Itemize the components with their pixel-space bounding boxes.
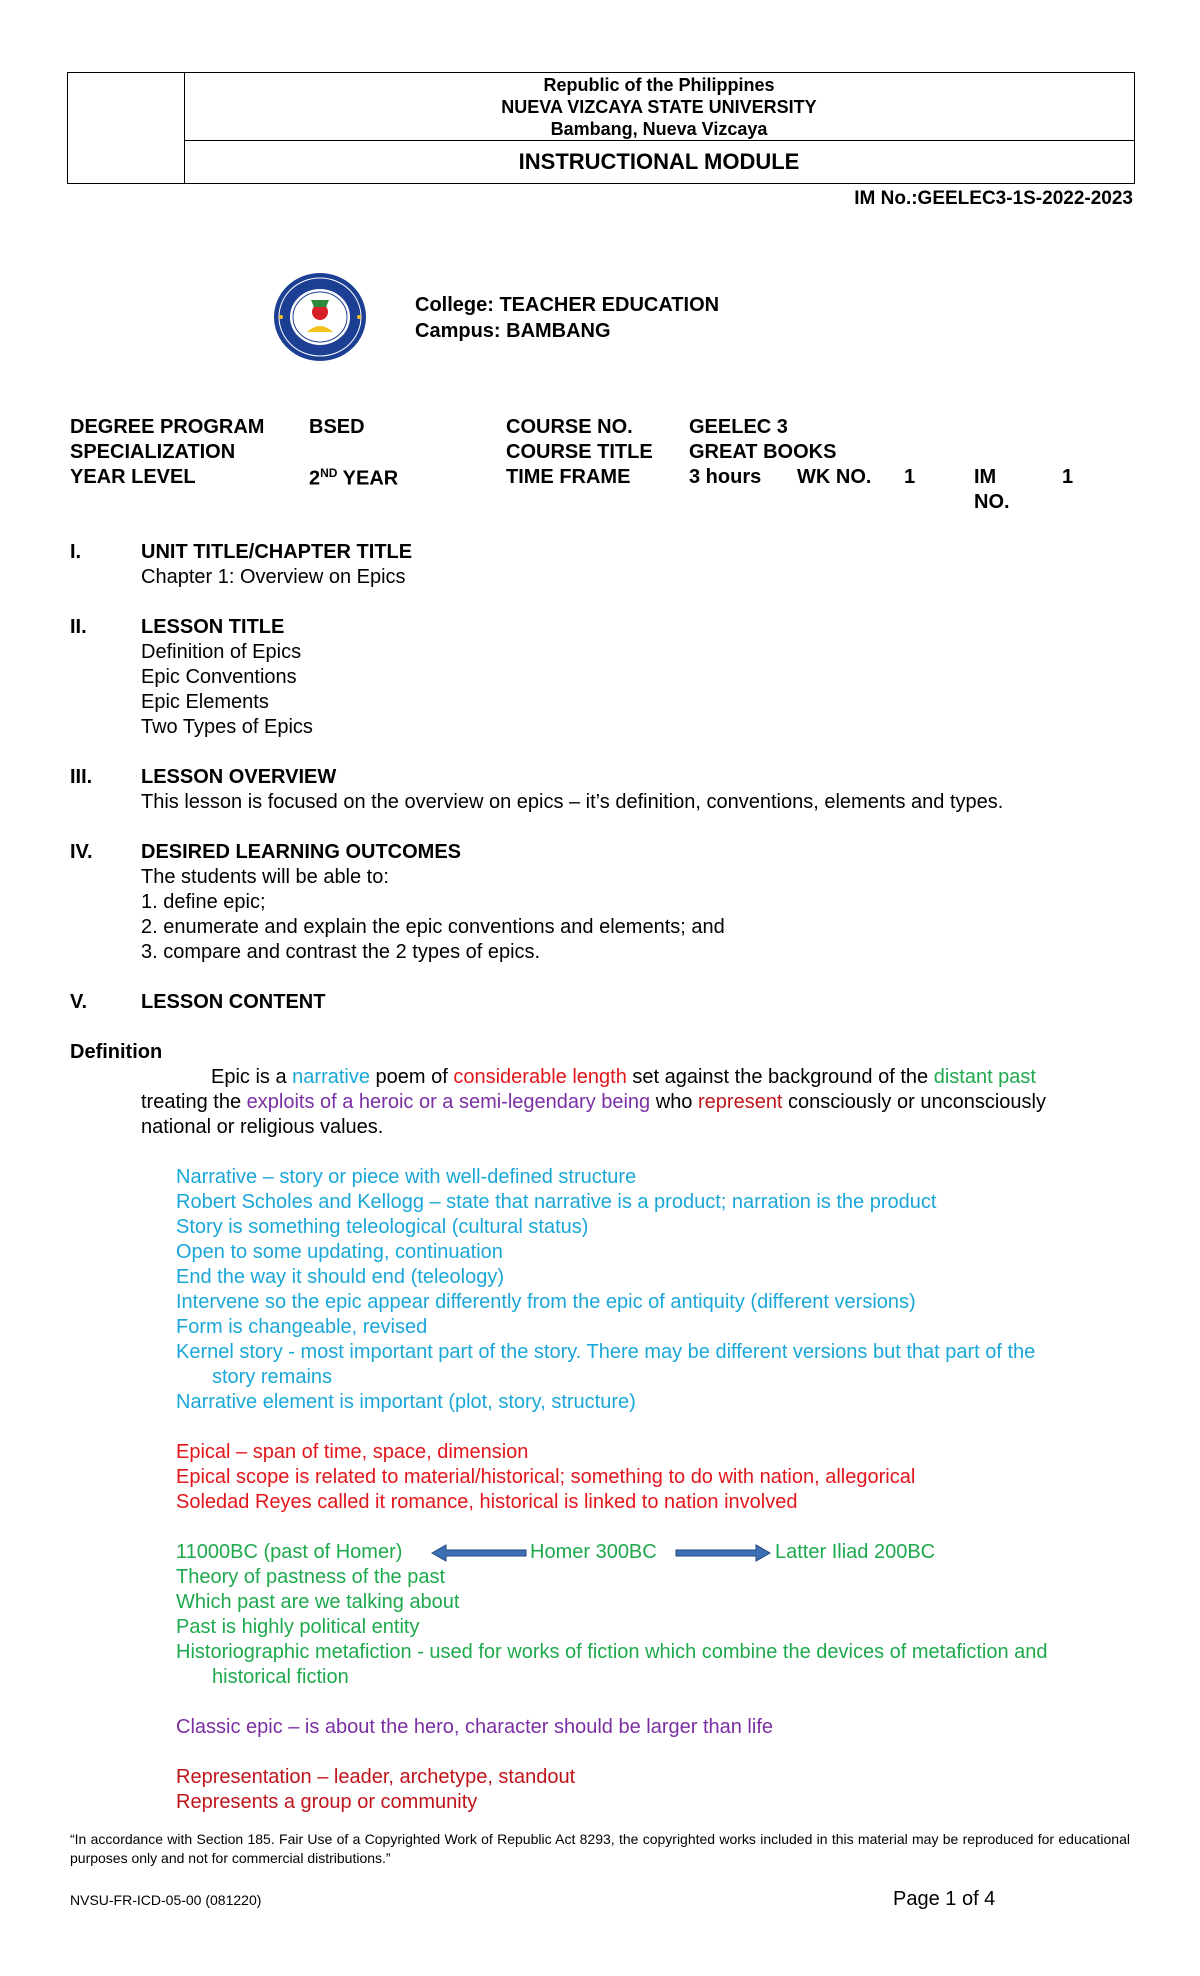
note-line: End the way it should end (teleology) <box>176 1266 504 1288</box>
definition-heading: Definition <box>70 1041 163 1063</box>
outcome-item: 2. enumerate and explain the epic conventions and elements; and <box>141 916 725 938</box>
timeline-past-of-homer: 11000BC (past of Homer) <box>176 1541 403 1563</box>
republic-line: Republic of the Philippines <box>543 75 775 95</box>
lesson-title-item: Definition of Epics <box>141 641 302 663</box>
week-no-label: WK NO. <box>797 466 872 488</box>
narrative-notes <box>176 1165 1136 1415</box>
course-title-value: GREAT BOOKS <box>689 441 837 463</box>
note-line: Historiographic metafiction - used for works of fiction which combine the devices of metafiction and <box>176 1641 1048 1663</box>
university-line: NUEVA VIZCAYA STATE UNIVERSITY <box>501 97 817 117</box>
definition-line-3: national or religious values. <box>141 1116 384 1138</box>
note-line: Theory of pastness of the past <box>176 1566 446 1588</box>
specialization-label: SPECIALIZATION <box>70 441 236 463</box>
right-arrow-icon <box>674 1544 772 1562</box>
course-no-label: COURSE NO. <box>506 416 633 438</box>
note-line: Epical – span of time, space, dimension <box>176 1441 529 1463</box>
im-no-label-1: IM <box>974 466 997 488</box>
lesson-title-item: Epic Conventions <box>141 666 297 688</box>
definition-paragraph <box>141 1065 1131 1140</box>
section-number: II. <box>70 616 87 638</box>
degree-label: DEGREE PROGRAM <box>70 416 265 438</box>
note-line: Open to some updating, continuation <box>176 1241 503 1263</box>
course-no-value: GEELEC 3 <box>689 416 788 438</box>
definition-line-2: treating the exploits of a heroic or a semi-legendary being who represent consciously or unconsciously <box>141 1091 1046 1113</box>
outcome-item: 1. define epic; <box>141 891 266 913</box>
left-arrow-icon <box>430 1544 530 1562</box>
time-frame-label: TIME FRAME <box>506 466 631 488</box>
note-line: Represents a group or community <box>176 1791 478 1813</box>
note-line: Narrative element is important (plot, story, structure) <box>176 1391 636 1413</box>
note-line: Representation – leader, archetype, standout <box>176 1766 576 1788</box>
lesson-title-item: Epic Elements <box>141 691 269 713</box>
note-line: Robert Scholes and Kellogg – state that narrative is a product; narration is the product <box>176 1191 937 1213</box>
course-title-label: COURSE TITLE <box>506 441 653 463</box>
note-line: story remains <box>212 1366 333 1388</box>
section-number: I. <box>70 541 82 563</box>
note-line: Narrative – story or piece with well-defined structure <box>176 1166 637 1188</box>
outcomes-intro: The students will be able to: <box>141 866 389 888</box>
college-campus-block <box>415 292 719 344</box>
lesson-title-item: Two Types of Epics <box>141 716 313 738</box>
header-logo-cell <box>68 73 185 183</box>
week-no-value: 1 <box>904 466 916 488</box>
location-line: Bambang, Nueva Vizcaya <box>550 119 768 139</box>
degree-value: BSED <box>309 416 365 438</box>
header-box <box>67 72 1135 184</box>
outcome-item: 3. compare and contrast the 2 types of epics. <box>141 941 541 963</box>
section-number: V. <box>70 991 88 1013</box>
pastness-notes <box>176 1565 1136 1690</box>
campus-line: Campus: BAMBANG <box>415 320 611 342</box>
section-number: IV. <box>70 841 93 863</box>
year-level-value: 2ND YEAR <box>309 466 399 490</box>
note-line: Past is highly political entity <box>176 1616 420 1638</box>
chapter-title: Chapter 1: Overview on Epics <box>141 566 406 588</box>
im-no-value: 1 <box>1062 466 1074 488</box>
page-number: Page 1 of 4 <box>893 1888 996 1910</box>
year-level-label: YEAR LEVEL <box>70 466 196 488</box>
note-line: Intervene so the epic appear differently from the epic of antiquity (different versions) <box>176 1291 916 1313</box>
timeline-latter-iliad: Latter Iliad 200BC <box>775 1541 936 1563</box>
classic-epic-note: Classic epic – is about the hero, character should be larger than life <box>176 1716 774 1738</box>
note-line: Which past are we talking about <box>176 1591 460 1613</box>
note-line: Form is changeable, revised <box>176 1316 428 1338</box>
college-line: College: TEACHER EDUCATION <box>415 294 720 316</box>
section-heading: LESSON TITLE <box>141 616 285 638</box>
header-institution <box>184 73 1134 141</box>
note-line: historical fiction <box>212 1666 349 1688</box>
time-frame-value: 3 hours <box>689 466 762 488</box>
timeline-homer: Homer 300BC <box>530 1541 657 1563</box>
representation-notes <box>176 1765 1136 1815</box>
college-seal-logo <box>271 270 369 364</box>
form-code: NVSU-FR-ICD-05-00 (081220) <box>70 1892 262 1908</box>
fair-use-notice: “In accordance with Section 185. Fair Use of a Copyrighted Work of Republic Act 8293, the copyrighted works included in this material may be reproduced for educational purposes only and not for commercial distributions.” <box>70 1831 1130 1866</box>
note-line: Soledad Reyes called it romance, historical is linked to nation involved <box>176 1491 798 1513</box>
note-line: Kernel story - most important part of the story. There may be different versions but that part of the <box>176 1341 1036 1363</box>
section-heading: LESSON OVERVIEW <box>141 766 337 788</box>
overview-text: This lesson is focused on the overview on epics – it’s definition, conventions, elements and types. <box>141 791 1004 813</box>
definition-line-1: Epic is a narrative poem of considerable length set against the background of the distant past <box>211 1066 1036 1088</box>
note-line: Epical scope is related to material/historical; something to do with nation, allegorical <box>176 1466 916 1488</box>
im-number: IM No.:GEELEC3-1S-2022-2023 <box>854 188 1133 209</box>
section-number: III. <box>70 766 93 788</box>
section-heading: DESIRED LEARNING OUTCOMES <box>141 841 462 863</box>
note-line: Story is something teleological (cultural status) <box>176 1216 589 1238</box>
section-heading: UNIT TITLE/CHAPTER TITLE <box>141 541 413 563</box>
im-no-label-2: NO. <box>974 491 1010 513</box>
epical-notes <box>176 1440 1136 1515</box>
section-heading: LESSON CONTENT <box>141 991 326 1013</box>
module-title: INSTRUCTIONAL MODULE <box>518 149 800 174</box>
